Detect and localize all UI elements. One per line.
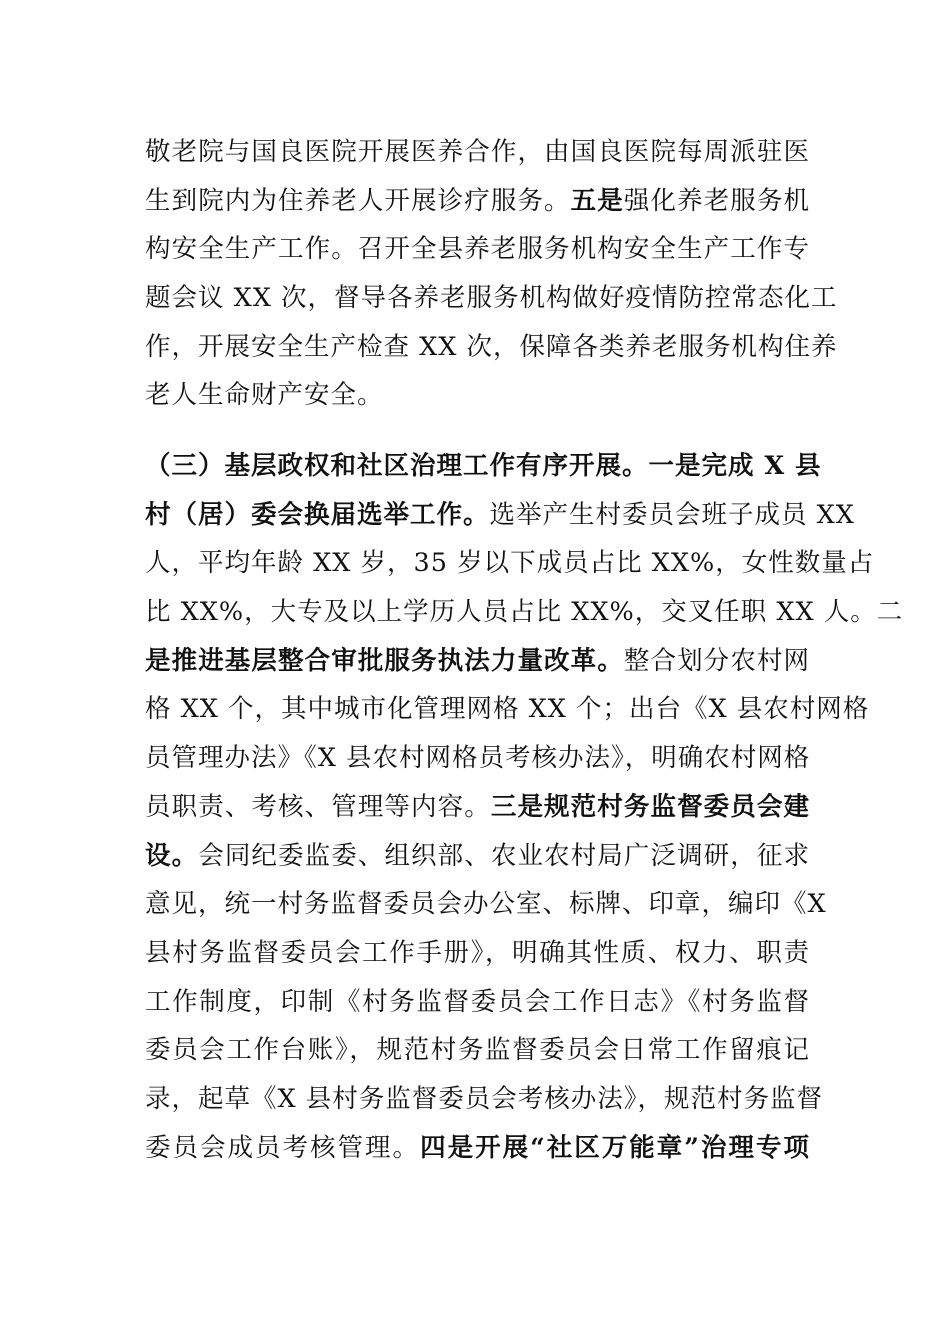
text-run: 作，开展安全生产检查 XX 次，保障各类养老服务机构住养 bbox=[145, 331, 838, 362]
bold-text-run: （三）基层政权和社区治理工作有序开展。一是完成 X 县 bbox=[145, 451, 822, 481]
text-line bbox=[145, 685, 870, 734]
text-run: 生到院内为住养老人开展诊疗服务。 bbox=[145, 185, 571, 216]
text-line bbox=[145, 978, 810, 1027]
text-run: 员管理办法》《X 县农村网格员考核办法》，明确农村网格 bbox=[145, 743, 811, 774]
text-run: 县村务监督委员会工作手册》，明确其性质、权力、职责 bbox=[145, 937, 810, 968]
text-line bbox=[145, 371, 810, 420]
text-line bbox=[145, 177, 810, 226]
text-line bbox=[145, 128, 810, 177]
text-run: 题会议 XX 次，督导各养老服务机构做好疫情防控常态化工 bbox=[145, 283, 838, 314]
text-line bbox=[145, 539, 875, 588]
text-line bbox=[145, 734, 810, 783]
text-run: 录，起草《X 县村务监督委员会考核办法》，规范村务监督 bbox=[145, 1083, 824, 1114]
text-line bbox=[145, 323, 838, 372]
bold-text-run: 四是开展“社区万能章”治理专项 bbox=[420, 1132, 810, 1163]
text-run: 委员会成员考核管理。 bbox=[145, 1132, 421, 1163]
text-run: 比 XX%，大专及以上学历人员占比 XX%，交叉任职 XX 人。二 bbox=[145, 597, 904, 628]
text-run: 强化养老服务机 bbox=[623, 185, 810, 216]
text-run: 会同纪委监委、组织部、农业农村局广泛调研，征求 bbox=[198, 840, 810, 871]
bold-text-run: 五是 bbox=[570, 185, 624, 216]
text-run: 选举产生村委员会班子成员 XX bbox=[489, 499, 855, 530]
text-line bbox=[145, 491, 855, 540]
text-run: 工作制度，印制《村务监督委员会工作日志》《村务监督 bbox=[145, 986, 810, 1017]
text-line bbox=[145, 832, 810, 881]
bold-text-run: 设。 bbox=[145, 840, 199, 871]
text-run: 整合划分农村网 bbox=[623, 645, 810, 676]
text-run: 意见，统一村务监督委员会办公室、标牌、印章，编印《X bbox=[145, 889, 827, 920]
paragraph-grassroots-governance bbox=[145, 442, 904, 1172]
text-run: 老人生命财产安全。 bbox=[145, 380, 384, 411]
text-line bbox=[145, 225, 810, 274]
text-line bbox=[145, 274, 838, 323]
text-run: 构安全生产工作。召开全县养老服务机构安全生产工作专 bbox=[145, 234, 810, 265]
text-line bbox=[145, 880, 827, 929]
bold-text-run: 村（居）委会换届选举工作。 bbox=[145, 499, 490, 530]
text-line bbox=[145, 783, 810, 832]
text-line bbox=[145, 637, 810, 686]
text-line bbox=[145, 442, 822, 491]
text-run: 敬老院与国良医院开展医养合作，由国良医院每周派驻医 bbox=[145, 137, 810, 167]
text-line bbox=[145, 1026, 810, 1075]
text-line bbox=[145, 588, 904, 637]
text-line bbox=[145, 929, 810, 978]
paragraph-elderly-care bbox=[145, 128, 838, 420]
text-run: 委员会工作台账》，规范村务监督委员会日常工作留痕记 bbox=[145, 1035, 810, 1066]
bold-text-run: 是推进基层整合审批服务执法力量改革。 bbox=[145, 645, 624, 676]
text-line bbox=[145, 1075, 824, 1124]
text-line bbox=[145, 1124, 810, 1173]
text-run: 员职责、考核、管理等内容。 bbox=[145, 791, 491, 822]
bold-text-run: 三是规范村务监督委员会建 bbox=[490, 791, 810, 822]
text-run: 人，平均年龄 XX 岁，35 岁以下成员占比 XX%，女性数量占 bbox=[145, 548, 875, 579]
text-run: 格 XX 个，其中城市化管理网格 XX 个；出台《X 县农村网格 bbox=[145, 694, 870, 725]
